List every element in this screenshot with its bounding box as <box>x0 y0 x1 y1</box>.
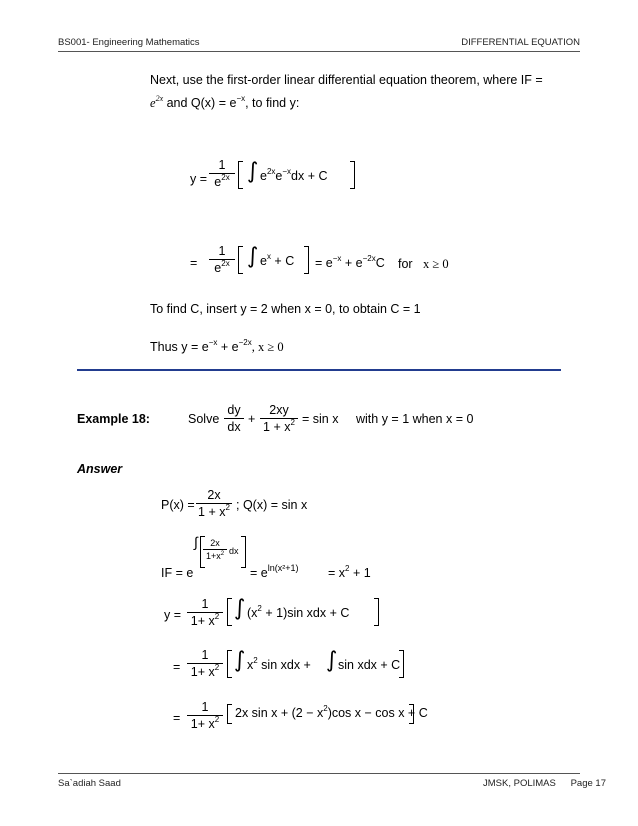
if-inner-dx: dx <box>229 546 239 556</box>
y2-lhs: = <box>173 660 181 674</box>
example-label: Example 18: <box>77 412 150 426</box>
if-rhs: = $x^2 + 1$ <box>328 564 371 580</box>
y1-right-bracket <box>374 598 379 626</box>
y3-left-bracket <box>227 704 232 724</box>
y2-body-2: sin xdx + C <box>338 658 401 672</box>
if-right-bracket <box>241 536 246 568</box>
header-rule <box>58 51 580 52</box>
eq2-condition: for x ≥ 0 <box>398 257 449 271</box>
example-fraction-2xy: 2xy $1 + x^2$ <box>260 403 298 434</box>
px-rest: ; Q(x) = sin x <box>236 498 308 512</box>
eq2-right-bracket <box>304 246 309 274</box>
eq1-right-bracket <box>350 161 355 189</box>
px-fraction: 2x $1 + x^2$ <box>196 488 232 519</box>
eq2-fraction: 1 $e^{2x}$ <box>209 244 235 275</box>
eq1-integrand: $e^{2x}e^{-x}dx + C$ <box>260 167 328 183</box>
y2-integral-1: ∫ <box>234 648 246 673</box>
intro-line1: Next, use the first-order linear differential equation theorem, where IF = <box>150 73 543 87</box>
y2-left-bracket <box>227 650 232 678</box>
y3-body: 2x $\sin x + (2 - x^2)\cos$ x − cos x + C <box>235 704 428 720</box>
px-lhs: P(x) = <box>161 498 195 512</box>
if-mid: = $e^{ln(x^2+1)}$ <box>250 563 299 580</box>
y1-fraction: 1 $1+ x^2$ <box>187 597 223 628</box>
result-line: Thus $y = e^{-x} + e^{-2x}$, x ≥ 0 <box>150 338 284 354</box>
y1-integral: ∫ <box>234 596 246 621</box>
example-rhs: = sin x <box>302 412 339 426</box>
if-inner-fraction: 2x $1+x^2$ <box>203 538 227 561</box>
if-lhs: IF = e <box>161 566 194 580</box>
eq2-lhs: = <box>190 256 198 270</box>
y2-integral-2: ∫ <box>326 648 338 673</box>
eq2-integral: ∫ <box>247 244 259 269</box>
example-solve: Solve <box>188 412 220 426</box>
header-left: BS001- Engineering Mathematics <box>58 37 200 48</box>
example-plus: + <box>248 412 256 426</box>
y3-lhs: = <box>173 711 181 725</box>
answer-label: Answer <box>77 462 123 476</box>
footer-center: JMSK, POLIMAS <box>483 778 556 789</box>
y1-left-bracket <box>227 598 232 626</box>
example-fraction-dydx: dy dx <box>224 403 244 434</box>
eq1-lhs: y = <box>190 172 208 186</box>
eq1-left-bracket <box>238 161 243 189</box>
section-divider <box>77 369 561 371</box>
find-c-text: To find C, insert y = 2 when x = 0, to obtain C = 1 <box>150 302 421 316</box>
y2-body: $x^2$ sin xdx + <box>247 656 311 672</box>
y3-fraction: 1 $1+ x^2$ <box>187 700 223 731</box>
y2-right-bracket <box>399 650 404 678</box>
footer-left: Sa`adiah Saad <box>58 778 121 789</box>
example-condition: with y = 1 when x = 0 <box>356 412 474 426</box>
y1-body: $(x^2 + 1)\sin$ xdx + C <box>247 604 350 620</box>
eq2-result: = $e^{-x} + e^{-2x}C$ <box>315 254 385 270</box>
footer-rule <box>58 773 580 774</box>
y2-fraction: 1 $1+ x^2$ <box>187 648 223 679</box>
y1-lhs: y = <box>164 608 182 622</box>
eq1-integral: ∫ <box>247 159 259 184</box>
eq2-left-bracket <box>238 246 243 274</box>
if-integral: ∫ <box>194 534 198 550</box>
intro-line2: $e^{2x}$ and $Q(x) = e^{-x}$, to find y: <box>150 94 300 110</box>
y3-right-bracket <box>409 704 414 724</box>
footer-page: Page 17 <box>570 778 606 789</box>
eq1-fraction: 1 $e^{2x}$ <box>209 158 235 189</box>
header-right: DIFFERENTIAL EQUATION <box>461 37 580 48</box>
eq2-integrand: $e^x + C$ <box>260 252 295 268</box>
